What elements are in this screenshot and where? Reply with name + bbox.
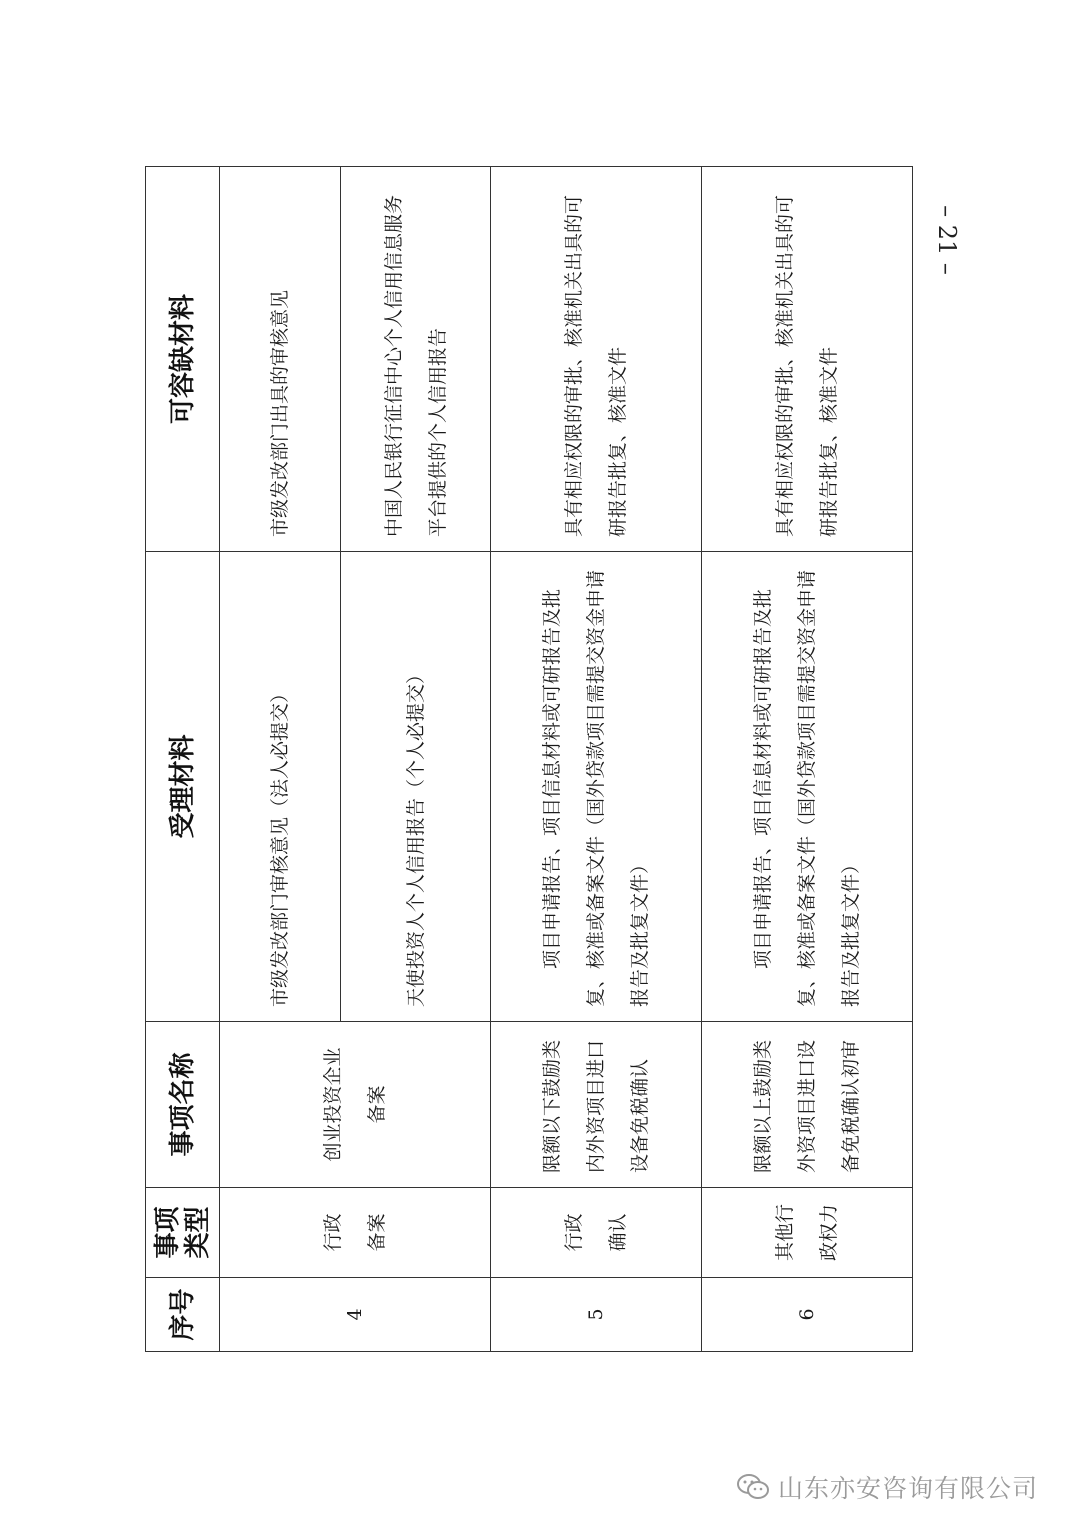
row-5-accept: 项目申请报告、项目信息材料或可研报告及批复、核准或备案文件（国外贷款项目需提交资金申请报告及批复文件） bbox=[491, 552, 702, 1022]
wechat-icon bbox=[736, 1472, 770, 1502]
header-seq: 序号 bbox=[146, 1278, 220, 1352]
header-type: 事项 类型 bbox=[146, 1188, 220, 1278]
table-row bbox=[491, 167, 702, 1352]
row-4-accept-2: 天使投资人个人信用报告（个人必提交） bbox=[341, 552, 491, 1022]
row-6-accept: 项目申请报告、项目信息材料或可研报告及批复、核准或备案文件（国外贷款项目需提交资金申请报告及批复文件） bbox=[702, 552, 913, 1022]
table-row bbox=[702, 167, 913, 1352]
rotated-table-frame bbox=[145, 167, 912, 1352]
row-4-seq: 4 bbox=[220, 1278, 491, 1352]
row-4-name: 创业投资企业 备案 bbox=[220, 1022, 491, 1188]
table-header-row bbox=[146, 167, 220, 1352]
row-4-type: 行政 备案 bbox=[220, 1188, 491, 1278]
watermark-text: 山东亦安咨询有限公司 bbox=[778, 1474, 1039, 1503]
row-5-type: 行政 确认 bbox=[491, 1188, 702, 1278]
row-4-allow-missing-1: 市级发改部门出具的审核意见 bbox=[220, 167, 341, 552]
row-4-accept-1: 市级发改部门审核意见（法人必提交） bbox=[220, 552, 341, 1022]
row-5-seq: 5 bbox=[491, 1278, 702, 1352]
header-allow-missing: 可容缺材料 bbox=[146, 167, 220, 552]
page-number: – 21 – bbox=[933, 205, 961, 275]
header-accept: 受理材料 bbox=[146, 552, 220, 1022]
row-6-seq: 6 bbox=[702, 1278, 913, 1352]
row-6-allow-missing: 具有相应权限的审批、核准机关出具的可研报告批复、核准文件 bbox=[702, 167, 913, 552]
watermark bbox=[736, 1470, 1038, 1504]
matters-table bbox=[145, 166, 913, 1352]
row-5-name: 限额以下鼓励类内外资项目进口设备免税确认 bbox=[491, 1022, 702, 1188]
header-name: 事项名称 bbox=[146, 1022, 220, 1188]
row-6-name: 限额以上鼓励类外资项目进口设备免税确认初审 bbox=[702, 1022, 913, 1188]
row-6-type: 其他行 政权力 bbox=[702, 1188, 913, 1278]
row-4-allow-missing-2: 中国人民银行征信中心个人信用信息服务平台提供的个人信用报告 bbox=[341, 167, 491, 552]
row-5-allow-missing: 具有相应权限的审批、核准机关出具的可研报告批复、核准文件 bbox=[491, 167, 702, 552]
table-row bbox=[220, 167, 341, 1352]
